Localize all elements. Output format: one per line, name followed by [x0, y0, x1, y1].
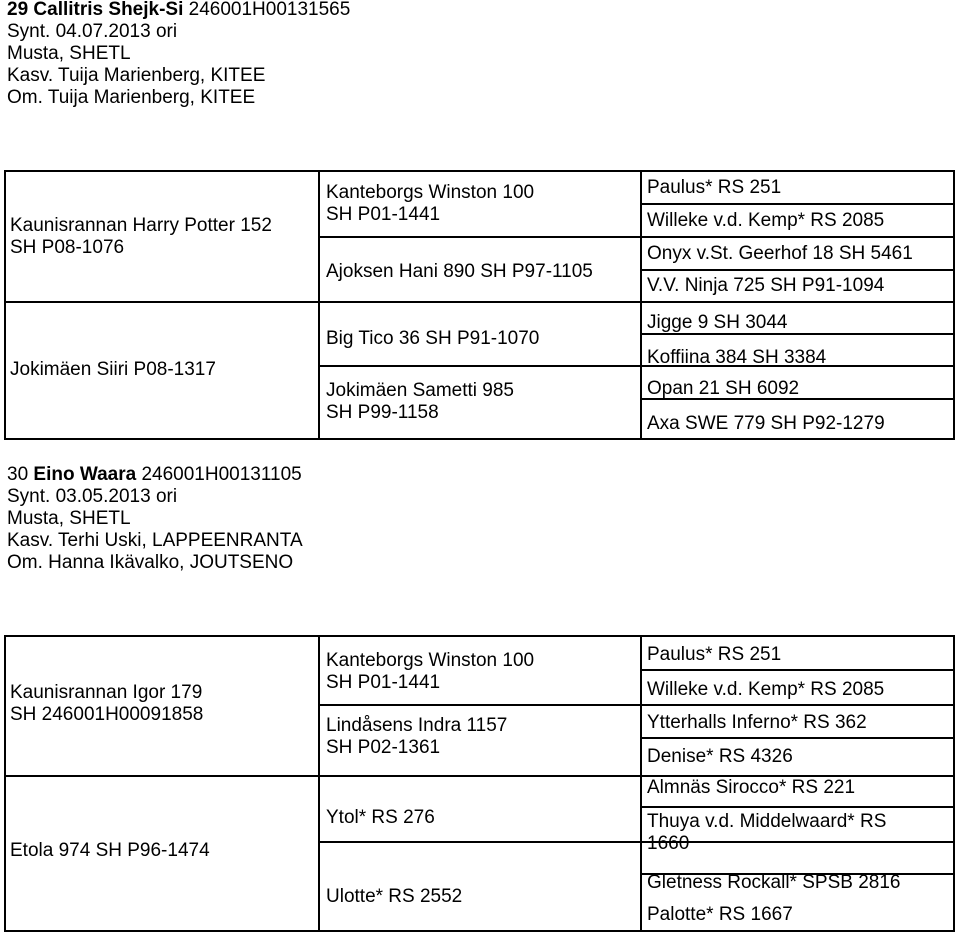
dog-30-sds: Ytterhalls Inferno* RS 362	[647, 712, 867, 733]
dog-29-dam: Jokimäen Siiri P08-1317	[10, 359, 216, 380]
dog-29-owner: Om. Tuija Marienberg, KITEE	[7, 87, 256, 108]
dog-29-reg: 246001H00131565	[188, 0, 351, 20]
dog-30-dam-sire: Ytol* RS 276	[326, 807, 435, 828]
dog-30-dds: Gletness Rockall* SPSB 2816	[647, 872, 901, 893]
dog-30-number: 30	[7, 464, 29, 485]
dog-30-ssd: Willeke v.d. Kemp* RS 2085	[647, 679, 885, 700]
dog-29-ddd: Axa SWE 779 SH P92-1279	[647, 413, 885, 434]
dog-29-dam-dam: Jokimäen Sametti 985 SH P99-1158	[326, 380, 514, 423]
dog-30-color: Musta, SHETL	[7, 508, 131, 529]
dog-29-title-line	[7, 0, 350, 21]
dog-29-dds: Opan 21 SH 6092	[647, 378, 800, 399]
dog-30-sss: Paulus* RS 251	[647, 644, 782, 665]
dog-29-dsd: Koffiina 384 SH 3384	[647, 347, 827, 368]
dog-29-breeder: Kasv. Tuija Marienberg, KITEE	[7, 65, 266, 86]
dog-30-sire-dam: Lindåsens Indra 1157 SH P02-1361	[326, 715, 508, 758]
dog-29-number: 29	[7, 0, 29, 20]
dog-30-dam: Etola 974 SH P96-1474	[10, 840, 210, 861]
dog-30-reg: 246001H00131105	[141, 464, 302, 485]
dog-30-breeder: Kasv. Terhi Uski, LAPPEENRANTA	[7, 530, 303, 551]
dog-30-sire-sire: Kanteborgs Winston 100 SH P01-1441	[326, 650, 535, 693]
dog-29-dss: Jigge 9 SH 3044	[647, 312, 788, 333]
dog-29-ssd: Willeke v.d. Kemp* RS 2085	[647, 210, 885, 231]
dog-30-title-line	[7, 464, 303, 486]
dog-30-dss: Almnäs Sirocco* RS 221	[647, 777, 856, 798]
dog-30-header	[7, 464, 303, 574]
dog-29-pedigree-table	[4, 170, 955, 440]
dog-29-sire-dam: Ajoksen Hani 890 SH P97-1105	[326, 261, 593, 282]
dog-29-color: Musta, SHETL	[7, 43, 131, 64]
dog-30-dam-dam: Ulotte* RS 2552	[326, 886, 463, 907]
dog-30-owner: Om. Hanna Ikävalko, JOUTSENO	[7, 552, 294, 573]
dog-29-dam-sire: Big Tico 36 SH P91-1070	[326, 328, 540, 349]
dog-29-header	[7, 0, 350, 109]
dog-30-sdd: Denise* RS 4326	[647, 746, 793, 767]
dog-30-sire: Kaunisrannan Igor 179 SH 246001H00091858	[10, 682, 204, 725]
dog-30-name: Eino Waara	[33, 464, 137, 485]
dog-30-dsd: Thuya v.d. Middelwaard* RS 1660	[647, 811, 887, 854]
dog-29-sdd: V.V. Ninja 725 SH P91-1094	[647, 275, 885, 296]
dog-29-sds: Onyx v.St. Geerhof 18 SH 5461	[647, 243, 913, 264]
dog-29-born: Synt. 04.07.2013 ori	[7, 21, 178, 42]
dog-30-pedigree-table	[4, 635, 955, 932]
dog-29-sire-sire: Kanteborgs Winston 100 SH P01-1441	[326, 182, 535, 225]
dog-30-ddd: Palotte* RS 1667	[647, 904, 793, 925]
dog-29-sss: Paulus* RS 251	[647, 177, 782, 198]
dog-29-name: Callitris Shejk-Si	[33, 0, 184, 20]
dog-30-born: Synt. 03.05.2013 ori	[7, 486, 178, 507]
dog-29-sire: Kaunisrannan Harry Potter 152 SH P08-1076	[10, 215, 272, 258]
